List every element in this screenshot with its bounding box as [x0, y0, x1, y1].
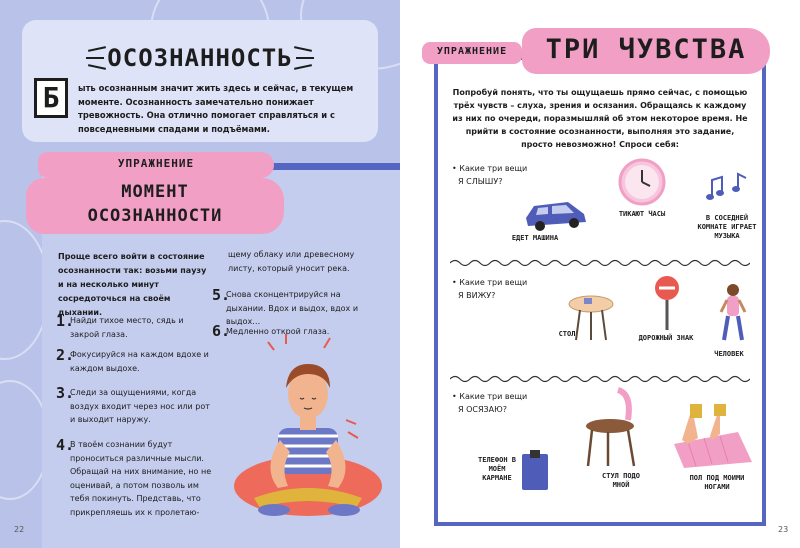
car-icon — [522, 196, 592, 232]
item-label: В СОСЕДНЕЙ КОМНАТЕ ИГРАЕТ МУЗЫКА — [697, 214, 757, 240]
question-line: • Какие три вещи — [452, 164, 528, 173]
exercise-label-banner — [422, 42, 522, 64]
page-number: 22 — [14, 525, 25, 534]
frame-bottom — [434, 522, 766, 526]
step-text: Найди тихое место, сядь и закрой глаза. — [70, 316, 184, 339]
step-number: 3. — [56, 384, 75, 402]
music-notes-icon — [702, 170, 752, 206]
person-walking-icon — [718, 282, 748, 346]
item-label: СТУЛ ПОДО МНОЙ — [602, 472, 640, 489]
item-label: ТЕЛЕФОН В МОЁМ КАРМАНЕ — [478, 456, 516, 482]
clock-icon — [618, 158, 666, 206]
step-number: 1. — [56, 312, 75, 330]
frame-left — [434, 56, 438, 526]
chair-icon — [584, 386, 640, 468]
step-number: 4. — [56, 436, 75, 454]
panel-accent-bar — [270, 163, 400, 170]
item-label: СТОЛ — [558, 330, 576, 338]
wavy-divider — [450, 374, 750, 384]
intro-card — [22, 20, 378, 142]
exercise-title-banner — [26, 178, 284, 234]
road-sign-icon — [652, 274, 682, 330]
frame-right — [762, 56, 766, 526]
question-line: Я ВИЖУ? — [458, 291, 496, 300]
intro-text: ыть осознанным значит жить здесь и сейчас, в текущем моменте. Осознанность замечательно понижает тревожность. Она отлично помогает справляться и с повседневными спадами и подъёмами. — [78, 83, 354, 134]
exercise-title: ТРИ ЧУВСТВА — [545, 34, 747, 65]
item-label: ДОРОЖНЫЙ ЗНАК — [638, 334, 694, 342]
phone-icon — [520, 448, 550, 492]
step-text: В твоём сознании будут проноситься различные мысли. Обращай на них внимание, но не оценивай, а потом позволь им тебя покинуть. Представь, что прикрепляешь их к пролетаю- — [70, 440, 212, 517]
question-line: • Какие три вещи — [452, 278, 528, 287]
question-line: Я ОСЯЗАЮ? — [458, 405, 508, 414]
item-label: ЧЕЛОВЕК — [714, 350, 744, 358]
steps-intro: Проще всего войти в состояние осознанности так: возьми паузу и на несколько минут сосредоточься на своём дыхании. — [58, 252, 207, 317]
question-line: • Какие три вещи — [452, 392, 528, 401]
intro-title: ОСОЗНАННОСТЬ — [107, 44, 293, 72]
exercise-title-line1: МОМЕНТ — [121, 182, 189, 202]
exercise-title-banner — [522, 28, 770, 74]
step-text: Медленно открой глаза. — [226, 327, 330, 336]
step-number: 2. — [56, 346, 75, 364]
step-text-continued: щему облаку или древесному листу, который уносит река. — [228, 250, 355, 273]
title-dash — [296, 57, 314, 59]
question-see — [452, 276, 527, 302]
question-touch — [452, 390, 527, 416]
floor-feet-icon — [668, 404, 754, 470]
wavy-divider — [450, 258, 750, 268]
question-line: Я СЛЫШУ? — [458, 177, 503, 186]
right-page — [400, 0, 800, 548]
question-hear — [452, 162, 527, 188]
item-label: ПОЛ ПОД МОИМИ НОГАМИ — [689, 474, 745, 491]
exercise-title-line2: ОСОЗНАННОСТИ — [87, 206, 223, 226]
page-number: 23 — [778, 525, 789, 534]
meditating-person-illustration — [228, 328, 388, 528]
exercise-label: УПРАЖНЕНИЕ — [117, 157, 195, 170]
exercise-label-banner — [38, 152, 274, 178]
step-text: Следи за ощущениями, когда воздух входит через нос или рот и выходит наружу. — [70, 388, 210, 424]
drop-cap: Б — [34, 78, 68, 118]
step-text: Снова сконцентрируйся на дыхании. Вдох и выдох, вдох и выдох… — [226, 290, 359, 326]
step-number: 6. — [212, 322, 231, 340]
item-label: ТИКАЮТ ЧАСЫ — [618, 210, 666, 218]
exercise-label: УПРАЖНЕНИЕ — [436, 46, 508, 57]
step-number: 5. — [212, 286, 231, 304]
item-label: ЕДЕТ МАШИНА — [511, 234, 559, 242]
step-text: Фокусируйся на каждом вдохе и каждом выдохе. — [70, 350, 209, 373]
exercise-intro: Попробуй понять, что ты ощущаешь прямо сейчас, с помощью трёх чувств – слуха, зрения и осязания. Обращаясь к каждому из них по очереди, поразмышляй об этом некоторое время. Не прийти в состояние осознанности, выполняя это задание, просто невозможно! Спроси себя: — [452, 88, 748, 149]
